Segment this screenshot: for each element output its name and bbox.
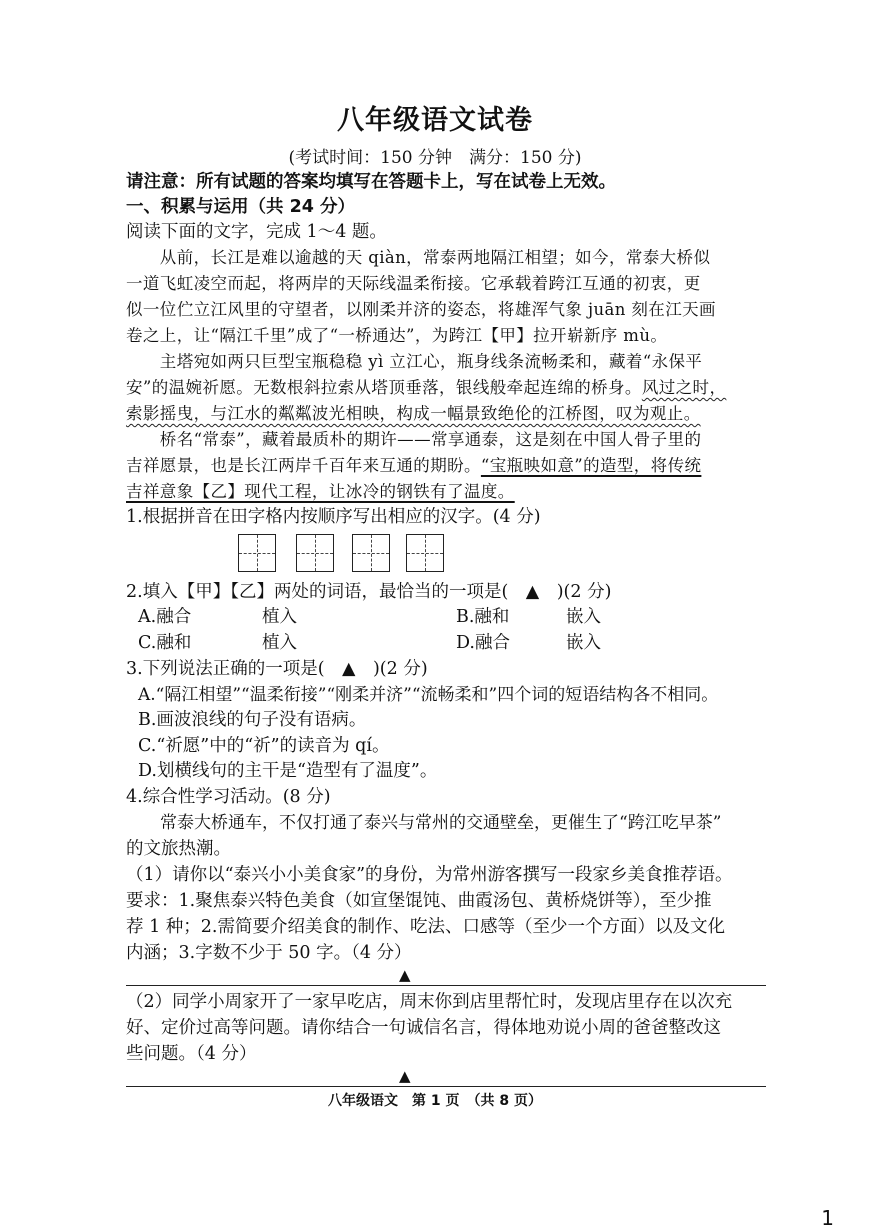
- option-a-word: 植入: [262, 607, 297, 627]
- passage-line: [126, 479, 515, 505]
- tianzige-box[interactable]: [296, 534, 334, 572]
- tianzige-box[interactable]: [352, 534, 390, 572]
- option-b: B.画波浪线的句子没有语病。: [138, 710, 367, 730]
- underlined-text: “宝瓶映如意”的造型，将传统: [480, 456, 702, 475]
- passage-text: 吉祥愿景，也是长江两岸千百年来互通的期盼。: [126, 456, 481, 475]
- q4-1-line: （1）请你以“泰兴小小美食家”的身份，为常州游客撰写一段家乡美食推荐语。: [126, 865, 733, 885]
- wavy-underlined-text: 风过之时，: [641, 378, 727, 397]
- tianzige-box[interactable]: [238, 534, 276, 572]
- question-2: 2.填入【甲】【乙】两处的词语，最恰当的一项是( ▲ )(2 分): [126, 582, 612, 602]
- option-b: B.融和: [456, 607, 510, 627]
- q4-2-line: 些问题。（4 分）: [126, 1044, 257, 1064]
- reading-intro: 阅读下面的文字，完成 1～4 题。: [126, 222, 387, 242]
- passage-line: 桥名“常泰”，藏着最质朴的期许——常享通泰，这是刻在中国人骨子里的: [126, 430, 702, 449]
- section-heading: 一、积累与运用（共 24 分）: [126, 197, 356, 217]
- question-4: 4.综合性学习活动。(8 分): [126, 787, 331, 807]
- q4-intro-line: 的文旅热潮。: [126, 839, 231, 859]
- wavy-underlined-text: 索影摇曳，与江水的粼粼波光相映，构成一幅景致绝伦的江桥图，叹为观止。: [126, 404, 701, 423]
- answer-mark: ▲: [399, 1067, 411, 1085]
- option-c: C.融和: [138, 633, 192, 653]
- passage-line: 从前，长江是难以逾越的天 qiàn，常泰两地隔江相望；如今，常泰大桥似: [126, 248, 711, 267]
- passage-line: [126, 453, 701, 479]
- option-b-word: 嵌入: [566, 607, 601, 627]
- answer-mark: ▲: [399, 966, 411, 984]
- passage-line: 主塔宛如两只巨型宝瓶稳稳 yì 立江心，瓶身线条流畅柔和，藏着“永保平: [126, 352, 703, 371]
- exam-title: 八年级语文试卷: [337, 105, 533, 136]
- q4-2-line: （2）同学小周家开了一家早吃店，周末你到店里帮忙时，发现店里存在以次充: [126, 992, 733, 1012]
- question-3: 3.下列说法正确的一项是( ▲ )(2 分): [126, 659, 428, 679]
- option-d: D.划横线句的主干是“造型有了温度”。: [138, 761, 438, 781]
- option-d-word: 嵌入: [566, 633, 601, 653]
- tianzige-box[interactable]: [406, 534, 444, 572]
- exam-subtitle: (考试时间：150 分钟 满分：150 分): [288, 148, 582, 168]
- q4-1-line: 内涵；3.字数不少于 50 字。（4 分）: [126, 943, 412, 963]
- page-number: 1: [821, 1206, 834, 1230]
- option-a: A.融合: [138, 607, 192, 627]
- q4-1-line: 荐 1 种；2.需简要介绍美食的制作、吃法、口感等（至少一个方面）以及文化: [126, 917, 725, 937]
- answer-line: [126, 1086, 766, 1087]
- answer-line: [126, 985, 766, 986]
- underlined-text: 吉祥意象【乙】现代工程，让冰冷的钢铁有了温度。: [126, 482, 515, 501]
- notice: 请注意：所有试题的答案均填写在答题卡上，写在试卷上无效。: [126, 172, 616, 192]
- passage-line: 卷之上，让“隔江千里”成了“一桥通达”，为跨江【甲】拉开崭新序 mù。: [126, 326, 668, 345]
- passage-text: 安”的温婉祈愿。无数根斜拉索从塔顶垂落，银线般牵起连绵的桥身。: [126, 378, 642, 397]
- page-footer: 八年级语文 第 1 页 （共 8 页）: [328, 1093, 542, 1109]
- passage-line: [126, 375, 726, 401]
- option-a: A.“隔江相望”“温柔衔接”“刚柔并济”“流畅柔和”四个词的短语结构各不相同。: [138, 685, 719, 705]
- passage-line: 似一位伫立江风里的守望者，以刚柔并济的姿态，将雄浑气象 juān 刻在江天画: [126, 300, 716, 319]
- option-d: D.融合: [456, 633, 510, 653]
- option-c: C.“祈愿”中的“祈”的读音为 qí。: [138, 736, 390, 756]
- passage-line: 一道飞虹凌空而起，将两岸的天际线温柔衔接。它承载着跨江互通的初衷，更: [126, 274, 701, 293]
- q4-intro-line: 常泰大桥通车，不仅打通了泰兴与常州的交通壁垒，更催生了“跨江吃早茶”: [126, 813, 722, 833]
- q4-1-line: 要求：1.聚焦泰兴特色美食（如宣堡馄饨、曲霞汤包、黄桥烧饼等），至少推: [126, 891, 712, 911]
- q4-2-line: 好、定价过高等问题。请你结合一句诚信名言，得体地劝说小周的爸爸整改这: [126, 1018, 721, 1038]
- option-c-word: 植入: [262, 633, 297, 653]
- passage-line: [126, 401, 701, 427]
- question-1: 1.根据拼音在田字格内按顺序写出相应的汉字。(4 分): [126, 507, 541, 527]
